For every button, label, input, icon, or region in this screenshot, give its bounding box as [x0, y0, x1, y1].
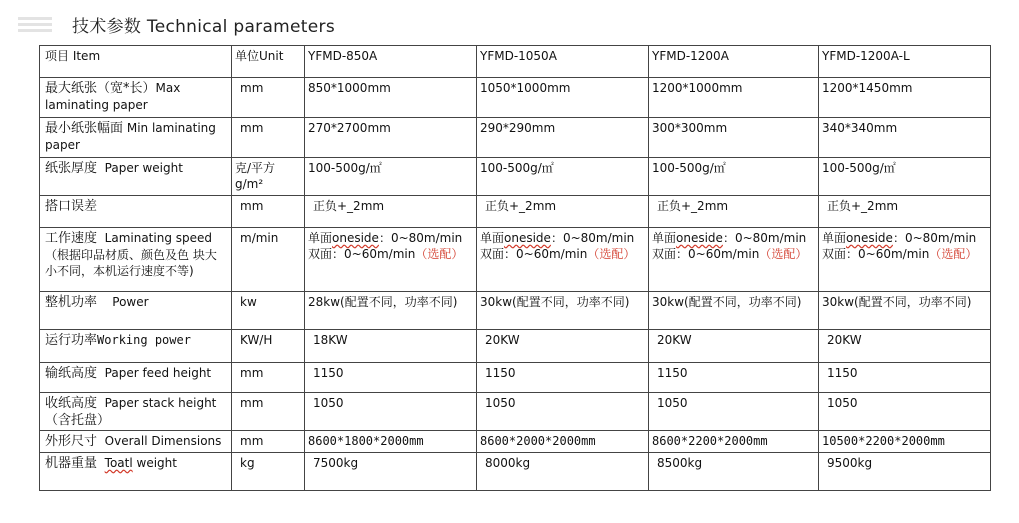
row-label — [40, 292, 232, 330]
row-label-note: （根据印品材质、颜色及色 块大小不同，本机运行速度不等) — [45, 248, 217, 278]
row-label-en: Max laminating paper — [45, 81, 181, 112]
row-value: 8000kg — [477, 453, 649, 491]
row-value: 100-500g/㎡ — [305, 158, 477, 196]
row-label-cn: 整机功率 — [45, 295, 98, 310]
row-value: 8500kg — [649, 453, 819, 491]
table-row — [40, 453, 991, 491]
row-label-cn: 输纸高度 — [45, 366, 98, 381]
row-value: 18KW — [305, 330, 477, 363]
row-label-en: Paper weight — [104, 161, 183, 175]
row-value: 10500*2200*2000mm — [819, 431, 991, 453]
row-label — [40, 453, 232, 491]
speed-double-text: 双面：0~60m/min — [652, 247, 760, 261]
table-row — [40, 158, 991, 196]
row-value: 300*300mm — [649, 118, 819, 158]
row-value: 1050*1000mm — [477, 78, 649, 118]
row-label-en: Overall Dimensions — [104, 434, 222, 448]
row-value: 正负+_2mm — [477, 196, 649, 228]
row-label-cn: 最大纸张（宽*长） — [45, 81, 156, 96]
row-value: 100-500g/㎡ — [819, 158, 991, 196]
row-unit: mm — [232, 196, 305, 228]
row-unit: KW/H — [232, 330, 305, 363]
speed-single-word: oneside — [846, 231, 893, 245]
row-unit: mm — [232, 393, 305, 431]
table-row — [40, 118, 991, 158]
speed-cell — [305, 228, 477, 292]
table-row — [40, 330, 991, 363]
row-value: 100-500g/㎡ — [477, 158, 649, 196]
speed-single-value: ：0~80m/min — [892, 231, 977, 245]
row-label-cn: 外形尺寸 — [45, 434, 98, 449]
row-unit: mm — [232, 431, 305, 453]
row-label — [40, 393, 232, 431]
header-model-1050a: YFMD-1050A — [477, 46, 649, 78]
row-value: 1200*1450mm — [819, 78, 991, 118]
row-value: 9500kg — [819, 453, 991, 491]
row-label — [40, 330, 232, 363]
speed-single-prefix: 单面 — [308, 231, 333, 245]
row-label-note: （含托盘） — [45, 413, 111, 428]
table-header-row — [40, 46, 991, 78]
speed-cell — [649, 228, 819, 292]
row-value: 28kw(配置不同，功率不同) — [305, 292, 477, 330]
row-value: 30kw(配置不同，功率不同) — [819, 292, 991, 330]
row-unit: kg — [232, 453, 305, 491]
row-label-en: Min laminating paper — [45, 121, 216, 152]
row-label-cn: 机器重量 — [45, 456, 98, 471]
speed-single-prefix: 单面 — [480, 231, 505, 245]
row-label-en-rest: weight — [132, 456, 177, 470]
row-value: 正负+_2mm — [305, 196, 477, 228]
row-label — [40, 431, 232, 453]
row-value: 20KW — [477, 330, 649, 363]
row-label — [40, 228, 232, 292]
speed-single-word: oneside — [332, 231, 379, 245]
row-label — [40, 118, 232, 158]
speed-optional-note: （选配） — [587, 247, 636, 261]
table-row — [40, 78, 991, 118]
table-row — [40, 393, 991, 431]
speed-cell — [819, 228, 991, 292]
page-title: 技术参数 Technical parameters — [72, 17, 335, 37]
row-value: 正负+_2mm — [819, 196, 991, 228]
ghost-logo-mark — [18, 14, 52, 34]
row-value: 1150 — [305, 363, 477, 393]
speed-single-value: ：0~80m/min — [722, 231, 807, 245]
table-row — [40, 196, 991, 228]
row-value: 340*340mm — [819, 118, 991, 158]
header-model-1200a: YFMD-1200A — [649, 46, 819, 78]
row-label — [40, 363, 232, 393]
speed-cell — [477, 228, 649, 292]
row-label-cn: 工作速度 — [45, 231, 98, 246]
row-label — [40, 196, 232, 228]
row-value: 7500kg — [305, 453, 477, 491]
row-label-en: Laminating speed — [104, 231, 213, 245]
row-label — [40, 158, 232, 196]
row-label-en-word: Toatl — [104, 456, 133, 470]
row-unit: mm — [232, 363, 305, 393]
row-value: 30kw(配置不同，功率不同) — [649, 292, 819, 330]
header-model-1200a-l: YFMD-1200A-L — [819, 46, 991, 78]
row-value: 30kw(配置不同，功率不同) — [477, 292, 649, 330]
speed-single-value: ：0~80m/min — [378, 231, 463, 245]
speed-double-text: 双面：0~60m/min — [822, 247, 930, 261]
row-value: 正负+_2mm — [649, 196, 819, 228]
row-label-en: Power — [112, 295, 149, 309]
table-row — [40, 431, 991, 453]
row-value: 8600*1800*2000mm — [305, 431, 477, 453]
row-label-en: Paper stack height — [104, 396, 217, 410]
row-unit: kw — [232, 292, 305, 330]
row-label-cn: 运行功率 — [45, 333, 98, 348]
row-label-en: Paper feed height — [104, 366, 212, 380]
row-value: 850*1000mm — [305, 78, 477, 118]
row-value: 1050 — [649, 393, 819, 431]
row-value: 20KW — [649, 330, 819, 363]
speed-double-text: 双面：0~60m/min — [480, 247, 588, 261]
row-label-cn: 纸张厚度 — [45, 161, 98, 176]
table-row — [40, 363, 991, 393]
speed-optional-note: （选配） — [759, 247, 808, 261]
technical-parameters-table — [39, 45, 991, 491]
row-label-en: Working power — [97, 333, 191, 347]
table-row — [40, 292, 991, 330]
row-value: 1150 — [649, 363, 819, 393]
row-value: 1050 — [819, 393, 991, 431]
table-row — [40, 228, 991, 292]
speed-single-prefix: 单面 — [652, 231, 677, 245]
row-value: 1050 — [477, 393, 649, 431]
row-label-cn: 最小纸张幅面 — [45, 121, 124, 136]
row-value: 1150 — [477, 363, 649, 393]
row-label-cn: 搭口误差 — [45, 199, 98, 214]
speed-double-text: 双面：0~60m/min — [308, 247, 416, 261]
row-value: 290*290mm — [477, 118, 649, 158]
row-value: 8600*2200*2000mm — [649, 431, 819, 453]
row-unit: 克/平方g/m² — [232, 158, 305, 196]
row-value: 8600*2000*2000mm — [477, 431, 649, 453]
row-unit: mm — [232, 118, 305, 158]
row-label — [40, 78, 232, 118]
row-value: 270*2700mm — [305, 118, 477, 158]
row-unit: m/min — [232, 228, 305, 292]
speed-single-prefix: 单面 — [822, 231, 847, 245]
header-unit: 单位Unit — [232, 46, 305, 78]
row-label-cn: 收纸高度 — [45, 396, 98, 411]
row-value: 1200*1000mm — [649, 78, 819, 118]
speed-single-value: ：0~80m/min — [550, 231, 635, 245]
row-unit: mm — [232, 78, 305, 118]
row-value: 100-500g/㎡ — [649, 158, 819, 196]
row-value: 1050 — [305, 393, 477, 431]
speed-optional-note: （选配） — [415, 247, 464, 261]
speed-single-word: oneside — [504, 231, 551, 245]
row-value: 1150 — [819, 363, 991, 393]
speed-single-word: oneside — [676, 231, 723, 245]
row-value: 20KW — [819, 330, 991, 363]
header-item: 项目 Item — [40, 46, 232, 78]
header-model-850a: YFMD-850A — [305, 46, 477, 78]
speed-optional-note: （选配） — [929, 247, 978, 261]
